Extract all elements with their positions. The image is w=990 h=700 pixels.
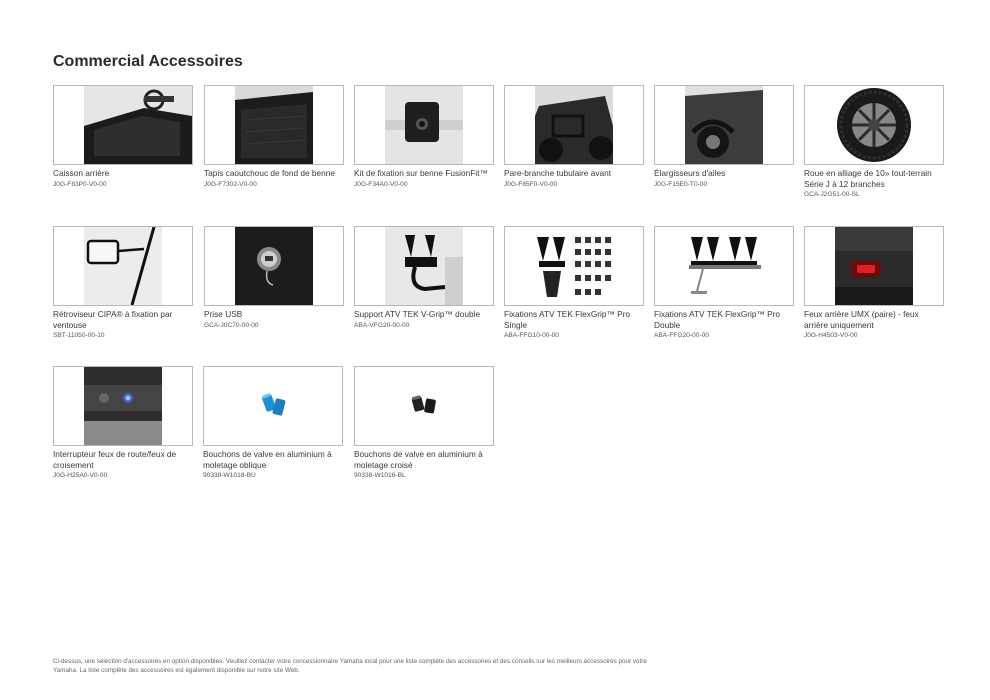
product-reference: ABA-VFG20-00-00 bbox=[354, 321, 410, 329]
product-reference: J0G-F83P0-V0-00 bbox=[53, 180, 107, 188]
product-thumbnail[interactable] bbox=[354, 226, 494, 306]
brush-guard-photo bbox=[535, 86, 613, 164]
product-reference: J0G-F85F0-V0-00 bbox=[504, 180, 558, 188]
alloy-wheel-photo bbox=[835, 86, 913, 164]
product-thumbnail[interactable] bbox=[204, 226, 344, 306]
product-name: Rétroviseur CIPA® à fixation par ventouse bbox=[53, 309, 173, 330]
product-name: Fixations ATV TEK FlexGrip™ Pro Single bbox=[504, 309, 631, 330]
product-reference: ABA-FFG20-00-00 bbox=[654, 332, 709, 339]
product-thumbnail[interactable] bbox=[654, 85, 794, 165]
product-reference: J0G-F7302-V0-00 bbox=[204, 180, 257, 188]
product-name: Prise USB bbox=[204, 309, 243, 319]
product-card[interactable] bbox=[53, 85, 193, 190]
product-reference: 90338-W1016-BL bbox=[354, 472, 406, 479]
flexgrip-double-photo bbox=[683, 227, 765, 305]
product-name: Support ATV TEK V-Grip™ double bbox=[354, 309, 481, 319]
product-thumbnail[interactable] bbox=[354, 85, 494, 165]
product-reference: GCA-J2G51-00-SL bbox=[804, 191, 860, 198]
product-name: Interrupteur feux de route/feux de croisement bbox=[53, 449, 177, 470]
product-reference: J0G-H25A0-V0-00 bbox=[53, 472, 108, 479]
product-name: Tapis caoutchouc de fond de benne bbox=[204, 168, 336, 178]
product-thumbnail[interactable] bbox=[53, 366, 193, 446]
valve-caps-black-photo bbox=[385, 367, 463, 445]
product-name: Caisson arrière bbox=[53, 168, 110, 178]
tail-lights-photo bbox=[835, 227, 913, 305]
product-reference: SBT-11050-00-10 bbox=[53, 332, 105, 339]
product-card[interactable] bbox=[654, 85, 794, 190]
bed-mat-photo bbox=[235, 86, 313, 164]
product-name: Feux arrière UMX (paire) - feux arrière uniquement bbox=[804, 309, 919, 330]
product-thumbnail[interactable] bbox=[53, 226, 193, 306]
light-switch-photo bbox=[84, 367, 162, 445]
product-card[interactable] bbox=[354, 366, 494, 481]
product-thumbnail[interactable] bbox=[504, 226, 644, 306]
product-name: Bouchons de valve en aluminium à moletage oblique bbox=[203, 449, 332, 470]
product-reference: J0G-F15E0-T0-00 bbox=[654, 180, 708, 188]
flexgrip-single-photo bbox=[533, 227, 615, 305]
page-title: Commercial Accessoires bbox=[53, 53, 243, 70]
product-card[interactable] bbox=[204, 226, 344, 331]
product-thumbnail[interactable] bbox=[504, 85, 644, 165]
fender-flares-photo bbox=[685, 86, 763, 164]
product-card[interactable] bbox=[654, 226, 794, 341]
product-name: Bouchons de valve en aluminium à moletage croisé bbox=[354, 449, 483, 470]
product-reference: GCA-J0C70-00-00 bbox=[204, 321, 259, 329]
product-name: Fixations ATV TEK FlexGrip™ Pro Double bbox=[654, 309, 781, 330]
usb-socket-photo bbox=[235, 227, 313, 305]
product-name: Pare-branche tubulaire avant bbox=[504, 168, 612, 178]
product-card[interactable] bbox=[354, 85, 494, 190]
product-name: Roue en alliage de 10» tout-terrain Série J à 12 branches bbox=[804, 168, 932, 189]
product-thumbnail[interactable] bbox=[804, 226, 944, 306]
product-name: Élargisseurs d'ailes bbox=[654, 168, 726, 178]
valve-caps-blue-photo bbox=[234, 367, 312, 445]
product-name: Kit de fixation sur benne FusionFit™ bbox=[354, 168, 488, 178]
product-reference: J0G-H4503-V0-00 bbox=[804, 332, 858, 339]
product-thumbnail[interactable] bbox=[204, 85, 344, 165]
product-thumbnail[interactable] bbox=[804, 85, 944, 165]
rear-box-photo bbox=[84, 86, 192, 164]
product-card[interactable] bbox=[354, 226, 494, 331]
vgrip-double-photo bbox=[385, 227, 463, 305]
product-card[interactable] bbox=[53, 226, 193, 341]
product-card[interactable] bbox=[204, 85, 344, 190]
product-reference: 90338-W1018-BU bbox=[203, 472, 256, 479]
product-card[interactable] bbox=[504, 85, 644, 190]
product-thumbnail[interactable] bbox=[203, 366, 343, 446]
product-card[interactable] bbox=[504, 226, 644, 341]
product-thumbnail[interactable] bbox=[53, 85, 193, 165]
mirror-photo bbox=[84, 227, 162, 305]
product-reference: J0G-F34A0-V0-00 bbox=[354, 180, 408, 188]
product-thumbnail[interactable] bbox=[654, 226, 794, 306]
footnote: Ci-dessus, une sélection d'accessoires en option disponibles. Veuillez contacter votre concessionnaire Yamaha local pour une liste complète des accessoires et des conseils sur les meilleurs accessoires pour votre Yamaha. La liste complète des accessoires est également disponible sur notre site Web. bbox=[53, 658, 647, 674]
product-card[interactable] bbox=[53, 366, 193, 481]
fusionfit-mount-photo bbox=[385, 86, 463, 164]
product-thumbnail[interactable] bbox=[354, 366, 494, 446]
product-reference: ABA-FFG10-00-00 bbox=[504, 332, 559, 339]
product-card[interactable] bbox=[804, 226, 944, 341]
product-card[interactable] bbox=[203, 366, 343, 481]
product-card[interactable] bbox=[804, 85, 944, 200]
